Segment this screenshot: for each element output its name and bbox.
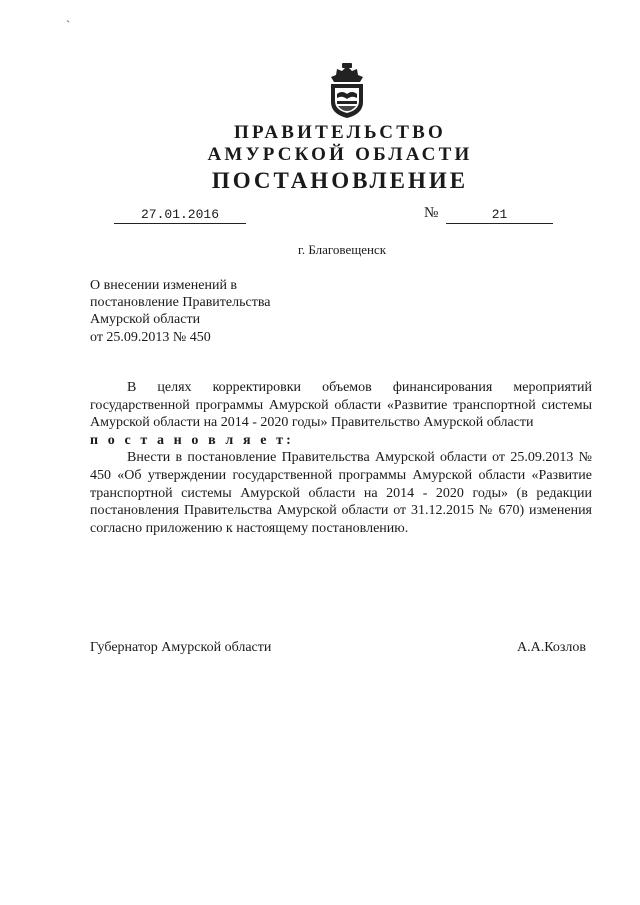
scan-mark-icon: ˎ bbox=[66, 8, 71, 23]
decree-word: п о с т а н о в л я е т: bbox=[90, 432, 294, 448]
intro-paragraph: В целях корректировки объемов финансирования мероприятий государственной программы Амурской области «Развитие транспортной системы Амурской области на 2014 - 2020 годы» Правительство Амурской области bbox=[90, 380, 592, 431]
number-sign: № bbox=[424, 205, 439, 221]
subject-line: постановление Правительства bbox=[90, 295, 271, 311]
region-title: АМУРСКОЙ ОБЛАСТИ bbox=[207, 144, 473, 165]
document-type-title: ПОСТАНОВЛЕНИЕ bbox=[211, 168, 469, 193]
city-label: г. Благовещенск bbox=[297, 242, 387, 257]
subject-line: О внесении изменений в bbox=[90, 278, 238, 293]
main-paragraph: Внести в постановление Правительства Амурской области от 25.09.2013 № 450 «Об утверждении государственной программы Амурской области «Развитие транспортной системы Амурской области на 2014 - 2020 годы» (в редакции постановления Правительства Амурской области от 31.12.2015 № 670) изменения согласно приложению к настоящему постановлению. bbox=[90, 450, 592, 536]
signatory-position: Губернатор Амурской области bbox=[90, 640, 272, 655]
document-date: 27.01.2016 bbox=[114, 207, 246, 224]
coat-of-arms-icon bbox=[326, 62, 368, 120]
document-body bbox=[90, 379, 592, 537]
government-title: ПРАВИТЕЛЬСТВО bbox=[234, 122, 446, 143]
document-subject bbox=[90, 277, 350, 346]
subject-line: от 25.09.2013 № 450 bbox=[90, 329, 211, 345]
document-number: 21 bbox=[446, 207, 553, 224]
signatory-name: А.А.Козлов bbox=[517, 640, 586, 655]
subject-line: Амурской области bbox=[90, 312, 201, 328]
